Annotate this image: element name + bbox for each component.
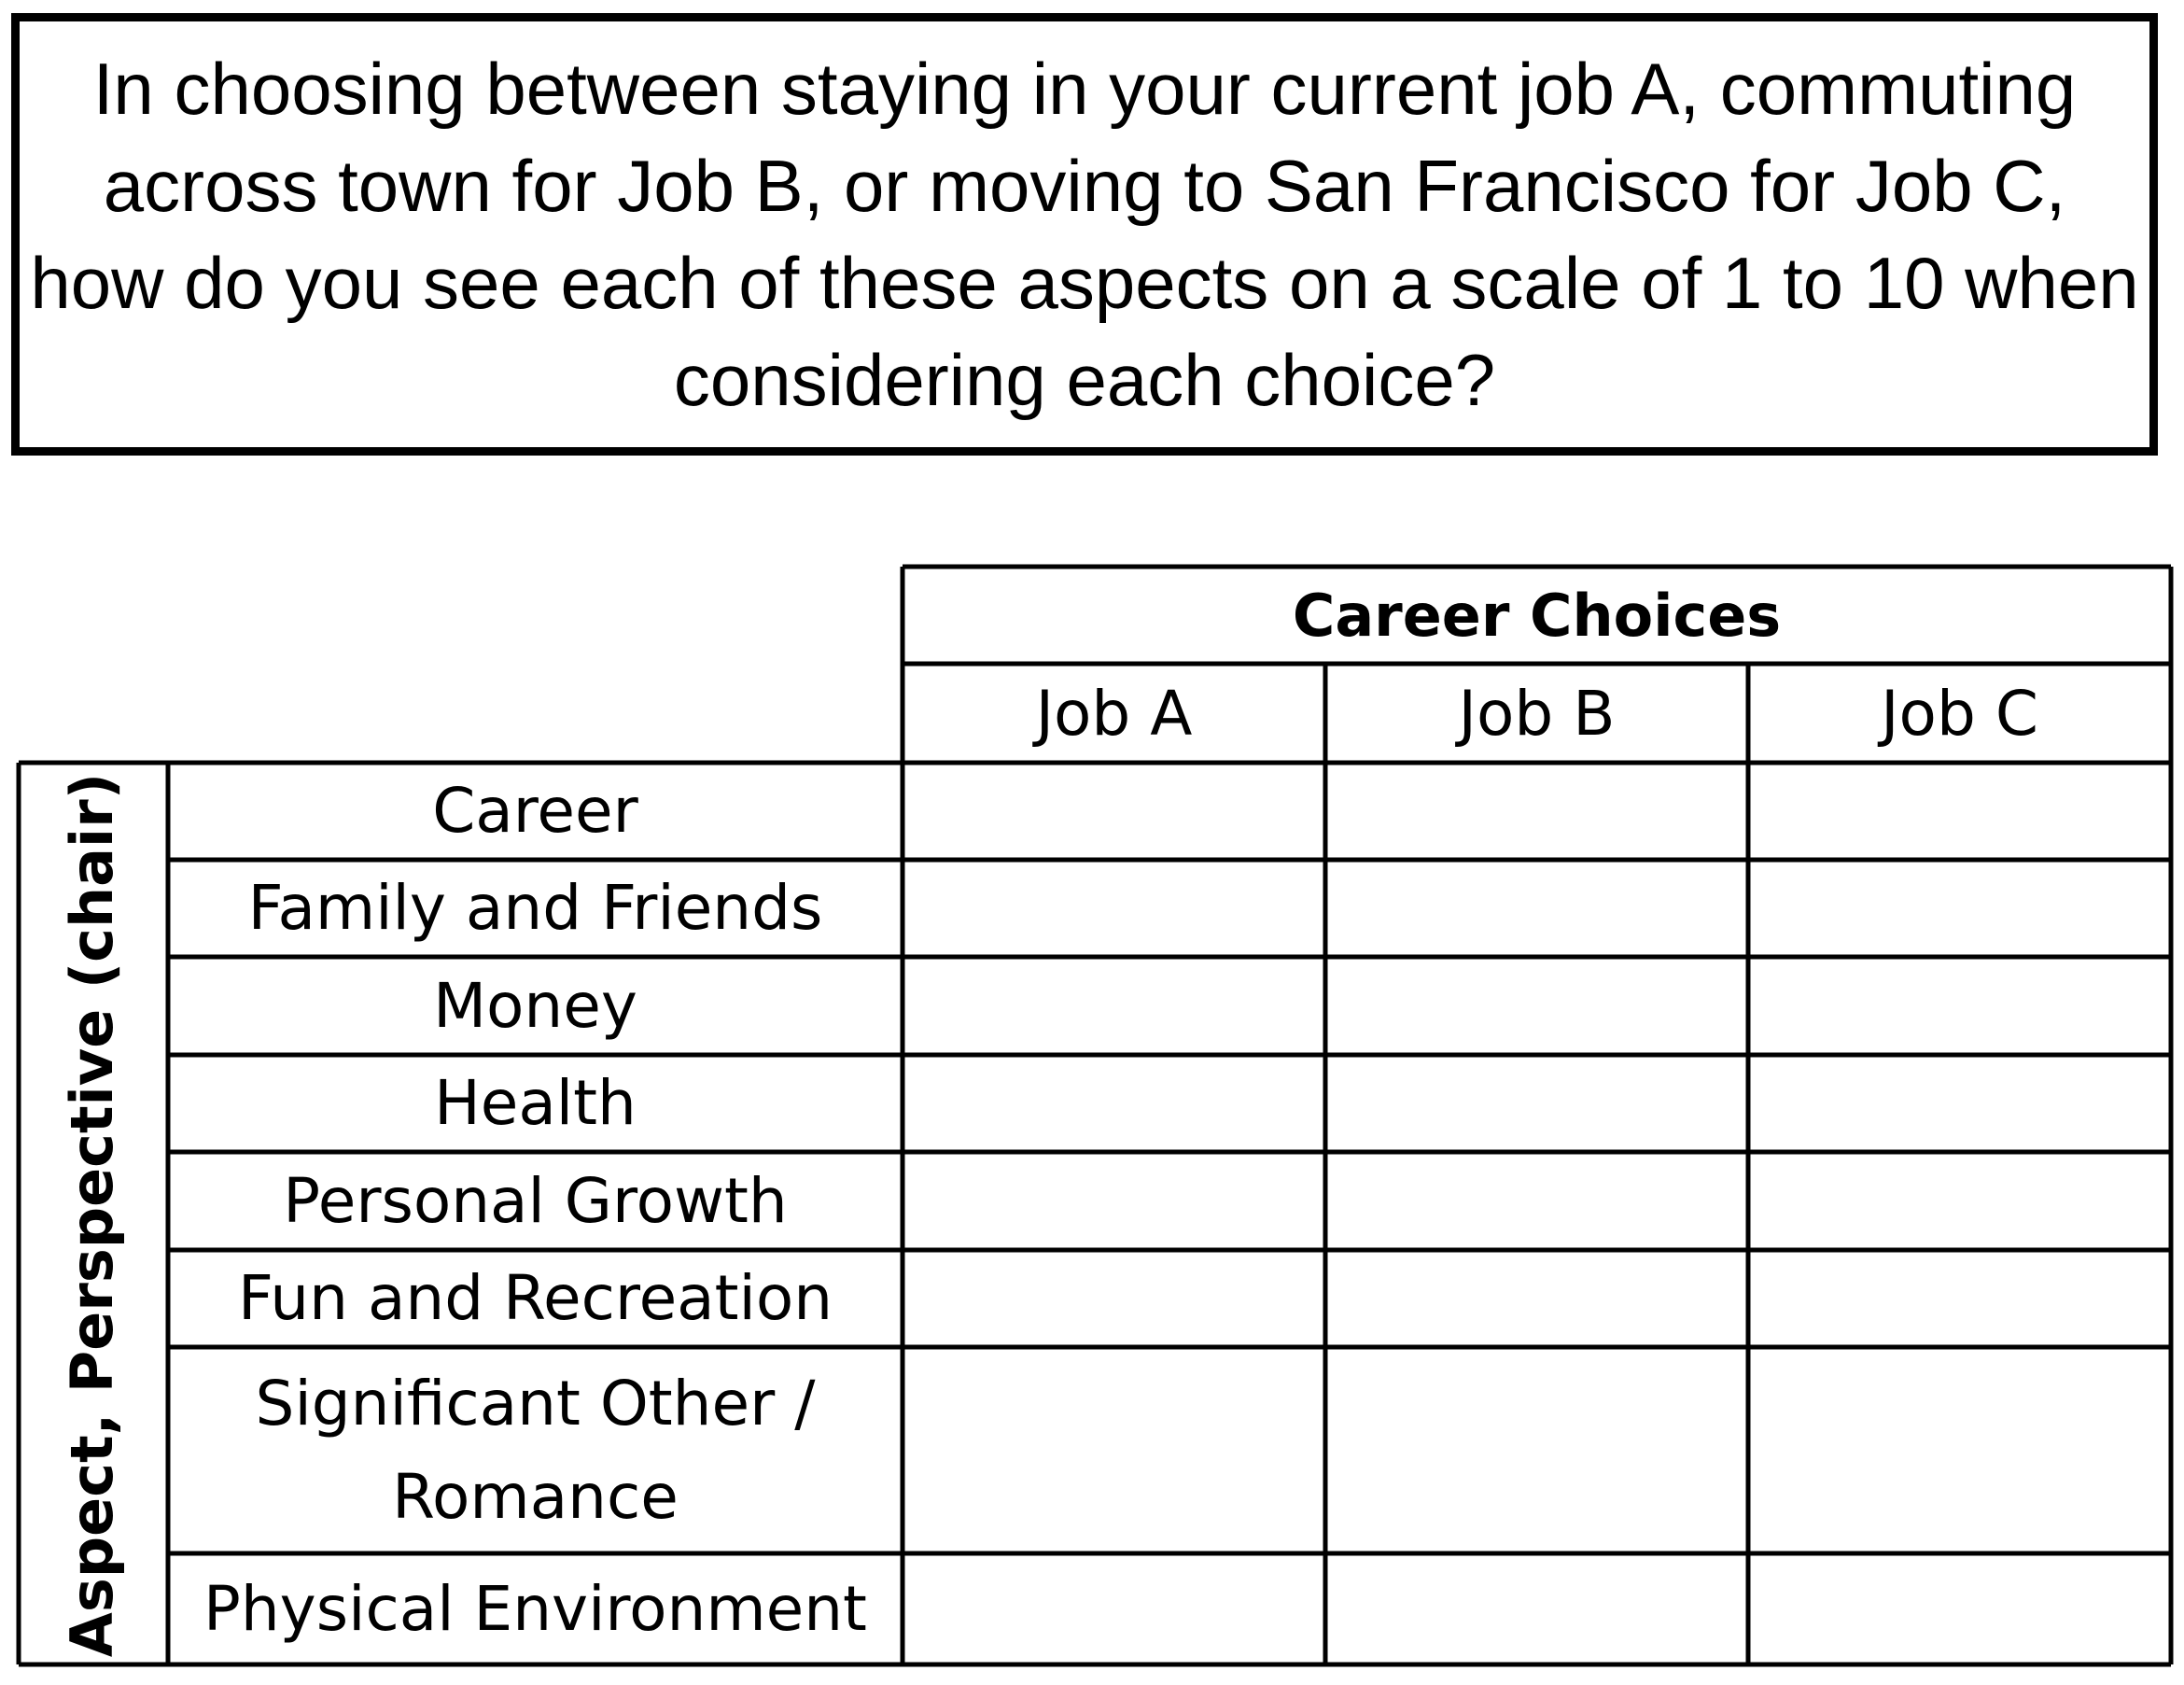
column-header-job-b: Job B (1458, 677, 1616, 750)
row-label-health: Health (434, 1067, 637, 1139)
column-header-job-c: Job C (1881, 677, 2038, 750)
row-label-money: Money (433, 969, 637, 1042)
row-label-personal-growth: Personal Growth (283, 1164, 788, 1237)
row-label-fun-and-recreation: Fun and Recreation (237, 1262, 833, 1334)
row-label-significant-other: Significant Other / Romance (255, 1367, 816, 1533)
column-header-job-a: Job A (1035, 677, 1193, 750)
career-choices-header: Career Choices (1292, 581, 1782, 650)
row-label-physical-environment: Physical Environment (203, 1572, 867, 1645)
row-label-career: Career (432, 775, 638, 847)
question-text: In choosing between staying in your current job A, commuting across town for Job B, or moving to San Francisco for Job C, how do you see each of these aspects on a scale of 1 to 10 when considering each choice? (30, 48, 2139, 421)
side-label-container (19, 764, 166, 1666)
row-label-family-and-friends: Family and Friends (247, 872, 823, 944)
side-label: Aspect, Perspective (chair) (58, 772, 127, 1658)
